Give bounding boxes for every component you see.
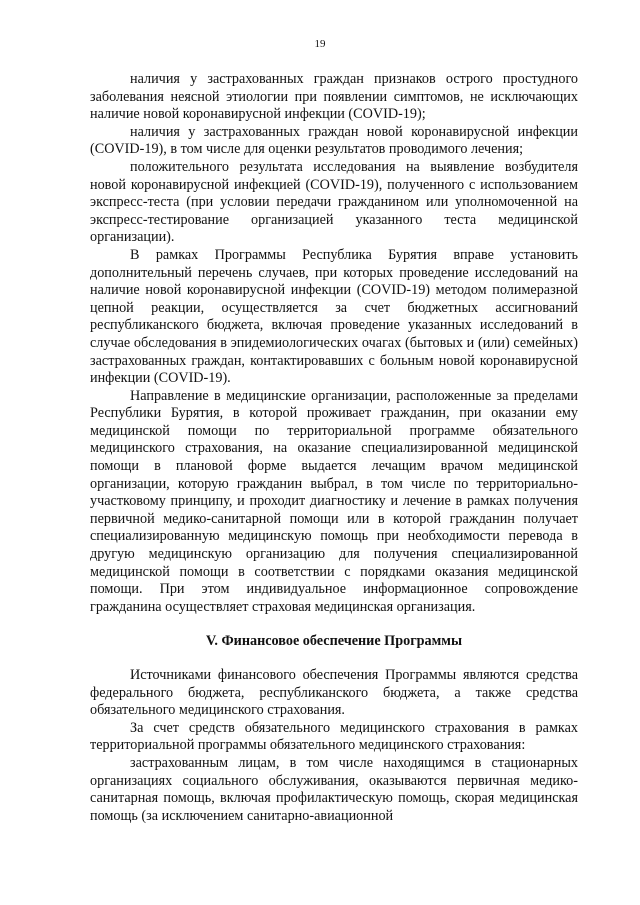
document-body — [90, 71, 578, 825]
paragraph: положительного результата исследования на выявление возбудителя новой коронавирусной инфекцией (COVID-19), полученного с использованием экспресс-теста (при условии передачи гражданином или уполномоченной на экспресс-тестирование организацией указанного теста медицинской организации). — [90, 158, 578, 246]
paragraph: наличия у застрахованных граждан новой коронавирусной инфекции (COVID-19), в том числе для оценки результатов проводимого лечения; — [90, 123, 578, 158]
paragraph: За счет средств обязательного медицинского страхования в рамках территориальной программы обязательного медицинского страхования: — [90, 719, 578, 754]
page-number: 19 — [314, 38, 326, 50]
paragraph: застрахованным лицам, в том числе находящимся в стационарных организациях социального обслуживания, оказываются первичная медико-санитарная помощь, включая профилактическую помощь, скорая медицинская помощь (за исключением санитарно-авиационной — [90, 754, 578, 824]
paragraph: Источниками финансового обеспечения Программы являются средства федерального бюджета, республиканского бюджета, а также средства обязательного медицинского страхования. — [90, 667, 578, 719]
paragraph: наличия у застрахованных граждан признаков острого простудного заболевания неясной этиологии при появлении симптомов, не исключающих наличие новой коронавирусной инфекции (COVID-19); — [90, 71, 578, 123]
section-heading: V. Финансовое обеспечение Программы — [205, 633, 463, 650]
paragraph: В рамках Программы Республика Бурятия вправе установить дополнительный перечень случаев, при которых проведение исследований на наличие новой коронавирусной инфекции (COVID-19) методом полимеразной цепной реакции, осуществляется за счет бюджетных ассигнований республиканского бюджета, включая проведение указанных исследований в случае обследования в эпидемиологических очагах (бытовых и (или) семейных) застрахованных граждан, контактировавших с больным новой коронавирусной инфекции (COVID-19). — [90, 246, 578, 387]
paragraph: Направление в медицинские организации, расположенные за пределами Республики Бурятия, в которой проживает гражданин, при оказании ему медицинской помощи по территориальной программе обязательного медицинского страхования, на оказание специализированной медицинской помощи в плановой форме выдается лечащим врачом медицинской организации, которую гражданин выбрал, в том числе по территориально-участковому принципу, и проходит диагностику и лечение в рамках получения первичной медико-санитарной помощи или в которой гражданин получает специализированную медицинскую помощь при необходимости перевода в другую медицинскую организацию для получения специализированной медицинской помощи в соответствии с порядками оказания медицинской помощи. При этом индивидуальное информационное сопровождение гражданина осуществляет страховая медицинская организация. — [90, 387, 578, 615]
